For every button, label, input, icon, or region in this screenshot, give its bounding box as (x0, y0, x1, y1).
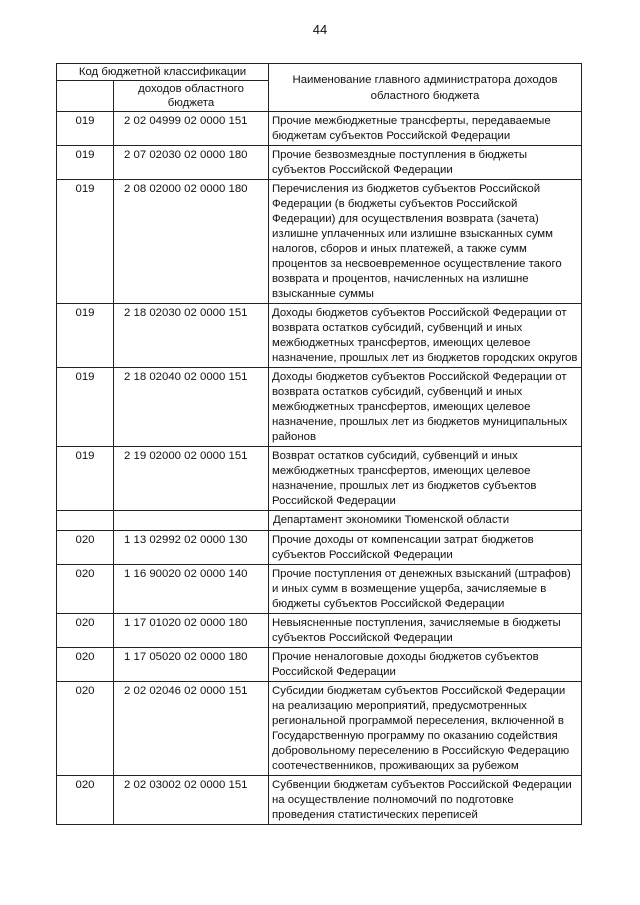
administrator-name-cell: Субвенции бюджетам субъектов Российской Федерации на осуществление полномочий по подготовке проведения статистических переписей (269, 776, 582, 825)
table-row (57, 614, 582, 648)
table-row (57, 648, 582, 682)
table-row (57, 180, 582, 304)
admin-code-cell: 020 (57, 682, 114, 776)
income-code-cell: 2 18 02040 02 0000 151 (114, 368, 269, 447)
income-code-cell: 1 17 01020 02 0000 180 (114, 614, 269, 648)
table-body-section-2 (57, 531, 582, 825)
income-code-cell: 2 02 04999 02 0000 151 (114, 112, 269, 146)
budget-classification-table (56, 63, 582, 825)
income-code-cell: 1 17 05020 02 0000 180 (114, 648, 269, 682)
header-row-1 (57, 64, 582, 81)
admin-code-cell: 020 (57, 614, 114, 648)
header-income-label: доходов областного бюджета (114, 81, 269, 112)
administrator-name-cell: Прочие доходы от компенсации затрат бюджетов субъектов Российской Федерации (269, 531, 582, 565)
department-code-cell (114, 511, 269, 531)
admin-code-cell: 019 (57, 146, 114, 180)
admin-code-cell: 019 (57, 112, 114, 146)
income-code-cell: 1 16 90020 02 0000 140 (114, 565, 269, 614)
administrator-name-cell: Возврат остатков субсидий, субвенций и иных межбюджетных трансфертов, имеющих целевое назначение, прошлых лет из бюджетов субъектов Российской Федерации (269, 447, 582, 511)
table-body-section-1 (57, 112, 582, 511)
department-title: Департамент экономики Тюменской области (269, 511, 582, 531)
admin-code-cell: 019 (57, 180, 114, 304)
admin-code-cell: 019 (57, 304, 114, 368)
administrator-name-cell: Прочие неналоговые доходы бюджетов субъектов Российской Федерации (269, 648, 582, 682)
administrator-name-cell: Прочие межбюджетные трансферты, передаваемые бюджетам субъектов Российской Федерации (269, 112, 582, 146)
income-code-cell: 2 08 02000 02 0000 180 (114, 180, 269, 304)
admin-code-cell: 020 (57, 648, 114, 682)
table-row (57, 304, 582, 368)
administrator-name-cell: Перечисления из бюджетов субъектов Российской Федерации (в бюджеты субъектов Российской Федерации) для осуществления возврата (зачета) излишне уплаченных или излишне взысканных сумм налогов, сборов и иных платежей, а также сумм процентов за несвоевременное осуществление такого возврата и процентов, начисленных на излишне взысканные суммы (269, 180, 582, 304)
header-group-label: Код бюджетной классификации (57, 64, 269, 81)
table-row (57, 368, 582, 447)
admin-code-cell: 019 (57, 368, 114, 447)
department-admin-cell (57, 511, 114, 531)
department-row (57, 511, 582, 531)
header-admin-cell (57, 81, 114, 112)
admin-code-cell: 019 (57, 447, 114, 511)
administrator-name-cell: Субсидии бюджетам субъектов Российской Федерации на реализацию мероприятий, предусмотренных региональной программой переселения, включенной в Государственную программу по оказанию содействия добровольному переселению в Российскую Федерацию соотечественников, проживающих за рубежом (269, 682, 582, 776)
header-name-label: Наименование главного администратора доходов областного бюджета (269, 64, 582, 112)
admin-code-cell: 020 (57, 776, 114, 825)
table-row (57, 531, 582, 565)
administrator-name-cell: Прочие поступления от денежных взысканий (штрафов) и иных сумм в возмещение ущерба, зачисляемые в бюджеты субъектов Российской Федерации (269, 565, 582, 614)
table-row (57, 776, 582, 825)
income-code-cell: 2 02 02046 02 0000 151 (114, 682, 269, 776)
table-row (57, 146, 582, 180)
table-row (57, 682, 582, 776)
admin-code-cell: 020 (57, 531, 114, 565)
table-row (57, 565, 582, 614)
page-number: 44 (312, 22, 328, 37)
income-code-cell: 2 19 02000 02 0000 151 (114, 447, 269, 511)
table-row (57, 112, 582, 146)
income-code-cell: 2 18 02030 02 0000 151 (114, 304, 269, 368)
administrator-name-cell: Доходы бюджетов субъектов Российской Федерации от возврата остатков субсидий, субвенций и иных межбюджетных трансфертов, имеющих целевое назначение, прошлых лет из бюджетов муниципальных районов (269, 368, 582, 447)
administrator-name-cell: Невыясненные поступления, зачисляемые в бюджеты субъектов Российской Федерации (269, 614, 582, 648)
income-code-cell: 2 07 02030 02 0000 180 (114, 146, 269, 180)
administrator-name-cell: Доходы бюджетов субъектов Российской Федерации от возврата остатков субсидий, субвенций и иных межбюджетных трансфертов, имеющих целевое назначение, прошлых лет из бюджетов городских округов (269, 304, 582, 368)
income-code-cell: 2 02 03002 02 0000 151 (114, 776, 269, 825)
department-section (57, 511, 582, 531)
admin-code-cell: 020 (57, 565, 114, 614)
income-code-cell: 1 13 02992 02 0000 130 (114, 531, 269, 565)
administrator-name-cell: Прочие безвозмездные поступления в бюджеты субъектов Российской Федерации (269, 146, 582, 180)
table-row (57, 447, 582, 511)
